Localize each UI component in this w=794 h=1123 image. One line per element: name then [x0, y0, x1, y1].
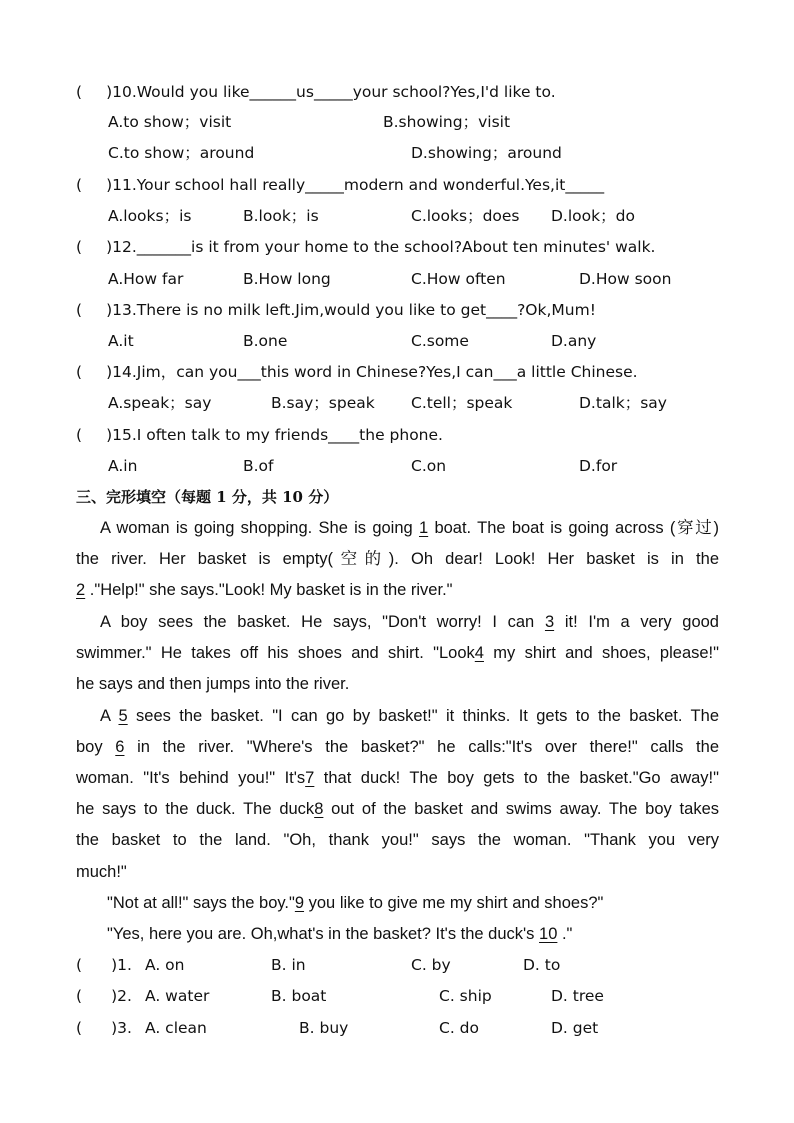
question-10 — [76, 81, 556, 103]
option-a: A.How far — [108, 270, 184, 288]
blank-10: 10 — [539, 925, 558, 943]
question-14 — [76, 361, 638, 383]
option-c: C.on — [411, 457, 447, 475]
question-15 — [76, 424, 443, 446]
passage-text: ."Help!" she says."Look! My basket is in the river." — [85, 581, 453, 599]
option-d: D.look；do — [551, 207, 635, 225]
passage-text: that duck! The boy gets to the basket."Go away!" — [314, 769, 719, 787]
passage-text: A boy sees the basket. He says, "Don't worry! I can — [100, 613, 545, 631]
passage-text: A — [100, 707, 119, 725]
question-number: )3. — [111, 1019, 132, 1037]
option-d: D. to — [523, 956, 561, 974]
answer-bracket: ( — [76, 238, 83, 256]
answer-bracket: ( — [76, 301, 83, 319]
answer-bracket: ( — [76, 987, 83, 1005]
passage-line: the river. Her basket is empty(空的). Oh dear! Look! Her basket is in the — [76, 550, 719, 568]
option-a: A.looks；is — [108, 207, 192, 225]
blank-1: 1 — [418, 519, 429, 537]
question-number: )13. — [106, 301, 137, 319]
option-c: C. ship — [439, 987, 492, 1005]
passage-text: boat. The boat is going across (穿过) — [428, 519, 719, 537]
blank-9: 9 — [294, 894, 305, 912]
option-a: A. clean — [145, 1019, 207, 1037]
blank-4: 4 — [474, 644, 484, 662]
option-c: C.looks；does — [411, 207, 520, 225]
question-stem: I often talk to my friends____the phone. — [136, 426, 443, 444]
blank-6: 6 — [115, 738, 125, 756]
passage-line — [76, 923, 719, 945]
question-11 — [76, 174, 604, 196]
passage-text: sees the basket. "I can go by basket!" it thinks. It gets to the basket. The — [127, 707, 719, 725]
passage-text: you like to give me my shirt and shoes?" — [304, 894, 604, 912]
option-b: B.showing；visit — [383, 113, 511, 131]
blank-3: 3 — [544, 613, 555, 631]
question-number: )2. — [111, 987, 132, 1005]
blank-5: 5 — [118, 707, 128, 725]
answer-bracket: ( — [76, 363, 83, 381]
option-c: C.How often — [411, 270, 506, 288]
passage-text: it! I'm a very good — [554, 613, 719, 631]
passage-text: ." — [557, 925, 573, 943]
passage-line: he says and then jumps into the river. — [76, 675, 350, 693]
passage-line: the basket to the land. "Oh, thank you!" says the woman. "Thank you very — [76, 831, 719, 849]
option-b: B. boat — [271, 987, 327, 1005]
option-b: B. in — [271, 956, 306, 974]
cloze-question-1 — [76, 954, 132, 976]
question-13 — [76, 299, 596, 321]
passage-line — [76, 611, 719, 633]
passage-line — [76, 736, 719, 758]
option-d: D.showing；around — [411, 144, 562, 162]
question-stem: Would you like______us_____your school?Yes,I'd like to. — [136, 83, 556, 101]
option-a: A. on — [145, 956, 185, 974]
option-b: B.say；speak — [271, 394, 375, 412]
question-number: )11. — [106, 176, 137, 194]
option-c: C.tell；speak — [411, 394, 513, 412]
question-12 — [76, 236, 656, 258]
section-heading: 三、完形填空（每题 1 分，共 10 分） — [76, 488, 339, 506]
blank-2: 2 — [76, 581, 86, 599]
blank-7: 7 — [305, 769, 315, 787]
passage-text: "Yes, here you are. Oh,what's in the basket? It's the duck's — [107, 925, 540, 943]
option-a: A.speak；say — [108, 394, 212, 412]
question-stem: Jim，can you___this word in Chinese?Yes,I can___a little Chinese. — [136, 363, 638, 381]
option-b: B.How long — [243, 270, 331, 288]
option-c: C. by — [411, 956, 451, 974]
option-b: B.look；is — [243, 207, 319, 225]
passage-text: in the river. "Where's the basket?" he calls:"It's over there!" calls the — [124, 738, 719, 756]
question-stem: There is no milk left.Jim,would you like to get____?Ok,Mum! — [136, 301, 596, 319]
question-number: )15. — [106, 426, 137, 444]
passage-text: "Not at all!" says the boy." — [107, 894, 295, 912]
option-a: A.in — [108, 457, 138, 475]
option-d: D.for — [579, 457, 618, 475]
passage-text: he says to the duck. The duck — [76, 800, 315, 818]
passage-text: boy — [76, 738, 116, 756]
passage-line — [76, 767, 719, 789]
option-c: C.some — [411, 332, 469, 350]
question-stem: Your school hall really_____modern and wonderful.Yes,it_____ — [136, 176, 605, 194]
question-number: )1. — [111, 956, 132, 974]
option-a: A.to show；visit — [108, 113, 232, 131]
passage-text: swimmer." He takes off his shoes and shirt. "Look — [76, 644, 475, 662]
option-d: D.talk；say — [579, 394, 667, 412]
question-stem: _______is it from your home to the school?About ten minutes' walk. — [136, 238, 656, 256]
option-b: B. buy — [299, 1019, 349, 1037]
option-c: C.to show；around — [108, 144, 255, 162]
option-b: B.one — [243, 332, 288, 350]
passage-text: out of the basket and swims away. The boy takes — [323, 800, 719, 818]
option-a: A. water — [145, 987, 210, 1005]
option-b: B.of — [243, 457, 274, 475]
passage-line — [76, 705, 719, 727]
option-d: D.How soon — [579, 270, 672, 288]
answer-bracket: ( — [76, 176, 83, 194]
answer-bracket: ( — [76, 426, 83, 444]
question-number: )14. — [106, 363, 137, 381]
question-number: )12. — [106, 238, 137, 256]
passage-line — [76, 892, 719, 914]
answer-bracket: ( — [76, 83, 83, 101]
question-number: )10. — [106, 83, 137, 101]
answer-bracket: ( — [76, 1019, 83, 1037]
passage-text: A woman is going shopping. She is going — [100, 519, 419, 537]
passage-line — [76, 798, 719, 820]
option-d: D. get — [551, 1019, 599, 1037]
cloze-question-3 — [76, 1017, 132, 1039]
answer-bracket: ( — [76, 956, 83, 974]
passage-line — [76, 517, 719, 539]
passage-line — [76, 579, 719, 601]
passage-text: my shirt and shoes, please!" — [483, 644, 719, 662]
passage-line — [76, 642, 719, 664]
option-d: D. tree — [551, 987, 604, 1005]
blank-8: 8 — [314, 800, 324, 818]
option-c: C. do — [439, 1019, 479, 1037]
cloze-question-2 — [76, 985, 132, 1007]
option-d: D.any — [551, 332, 597, 350]
passage-text: woman. "It's behind you!" It's — [76, 769, 306, 787]
passage-line: much!" — [76, 863, 127, 881]
option-a: A.it — [108, 332, 134, 350]
